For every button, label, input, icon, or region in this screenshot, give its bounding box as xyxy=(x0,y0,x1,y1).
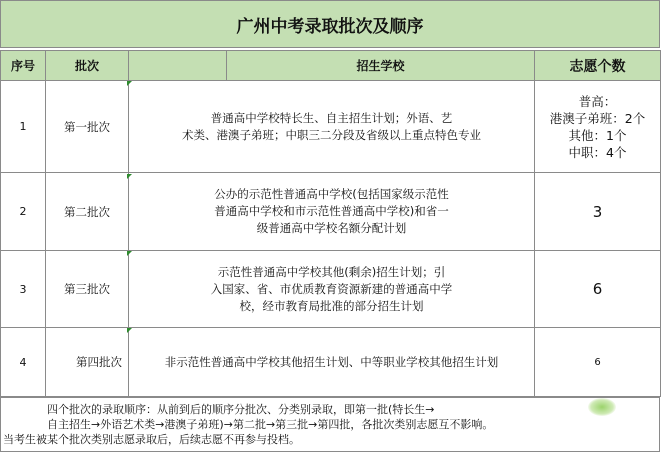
school-line: 普通高中学校和市示范性普通高中学校)和省一 xyxy=(214,204,449,218)
header-batch: 批次 xyxy=(46,51,129,81)
row-school xyxy=(129,173,535,251)
row-count: 3 xyxy=(535,173,661,251)
school-line: 术类、港澳子弟班；中职三二分段及省级以上重点特色专业 xyxy=(182,127,481,142)
row-seq: 4 xyxy=(1,328,46,397)
school-line: 校，经市教育局批准的部分招生计划 xyxy=(239,298,424,313)
table-row xyxy=(1,81,661,173)
cell-marker xyxy=(127,251,132,256)
school-line: 示范性普通高中学校其他(剩余)招生计划；引 xyxy=(217,264,446,279)
order-note xyxy=(0,397,660,452)
note-line: 四个批次的录取顺序：从前到后的顺序分批次、分类别录取，即第一批(特长生→ xyxy=(47,403,435,416)
header-count: 志愿个数 xyxy=(535,51,661,81)
school-line: 级普通高中学校名额分配计划 xyxy=(256,221,407,235)
cell-marker xyxy=(127,174,132,179)
row-seq: 3 xyxy=(1,251,46,328)
cell-marker xyxy=(127,328,132,333)
count-line: 普高： xyxy=(578,93,617,109)
header-school: 招生学校 xyxy=(227,51,535,81)
count-line: 中职：4个 xyxy=(568,144,627,160)
cell-marker xyxy=(127,81,132,86)
admission-table xyxy=(0,50,661,397)
header-row xyxy=(1,51,661,81)
count-line: 港澳子弟班：2个 xyxy=(549,110,646,126)
row-seq: 2 xyxy=(1,173,46,251)
row-batch: 第二批次 xyxy=(46,173,129,251)
note-line: 自主招生→外语艺术类→港澳子弟班)→第二批→第三批→第四批，各批次类别志愿互不影响。 xyxy=(47,418,494,431)
school-line: 非示范性普通高中学校其他招生计划、中等职业学校其他招生计划 xyxy=(164,354,499,369)
count-line: 其他：1个 xyxy=(568,127,627,143)
table-row xyxy=(1,251,661,328)
note-line: 当考生被某个批次类别志愿录取后，后续志愿不再参与投档。 xyxy=(3,433,300,446)
header-seq: 序号 xyxy=(1,51,46,81)
table-row xyxy=(1,328,661,397)
row-count xyxy=(535,81,661,173)
row-school xyxy=(129,328,535,397)
row-batch: 第一批次 xyxy=(46,81,129,173)
row-count: 6 xyxy=(535,251,661,328)
school-line: 入国家、省、市优质教育资源新建的普通高中学 xyxy=(210,281,453,296)
row-count: 6 xyxy=(535,328,661,397)
watermark-logo xyxy=(588,398,616,416)
row-school xyxy=(129,81,535,173)
sheet-title: 广州中考录取批次及顺序 xyxy=(0,0,660,48)
row-batch: 第四批次 xyxy=(46,328,129,397)
row-seq: 1 xyxy=(1,81,46,173)
school-line: 普通高中学校特长生、自主招生计划；外语、艺 xyxy=(210,110,453,125)
row-school xyxy=(129,251,535,328)
header-blank xyxy=(129,51,227,81)
row-batch: 第三批次 xyxy=(46,251,129,328)
table-row xyxy=(1,173,661,251)
school-line: 公办的示范性普通高中学校(包括国家级示范性 xyxy=(214,187,449,201)
